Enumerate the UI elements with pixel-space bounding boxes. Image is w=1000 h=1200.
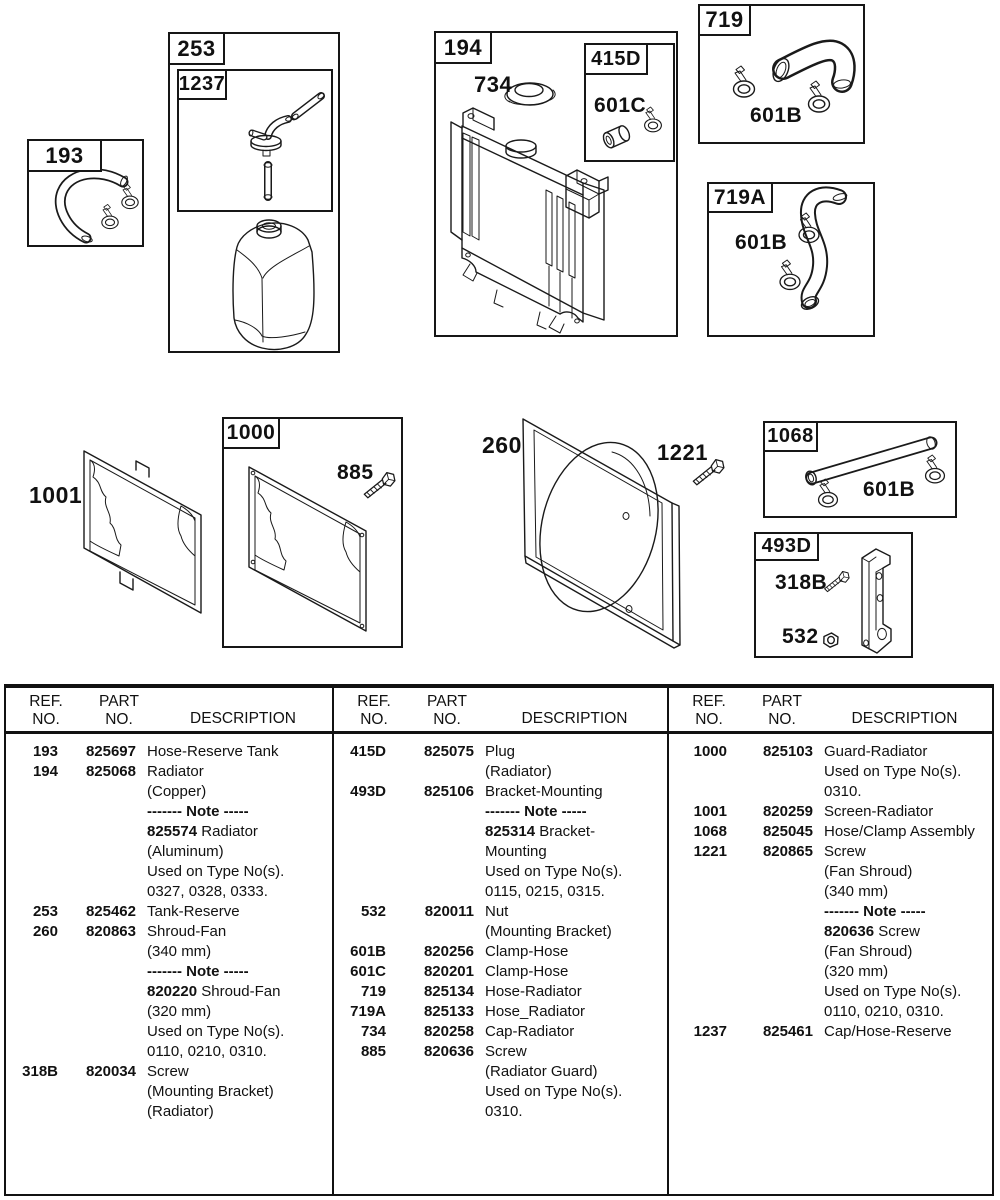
ref-no-cell	[334, 1062, 386, 1082]
table-row	[6, 1082, 332, 1102]
part-no-cell	[727, 942, 813, 962]
table-row	[669, 962, 992, 982]
parts-column	[6, 688, 334, 1194]
description-cell: Mounting	[485, 843, 547, 860]
part-no-cell	[58, 942, 136, 962]
description-cell: 820220 Shroud-Fan	[147, 983, 281, 1000]
description-cell: Nut	[485, 903, 509, 920]
description-cell: 0310.	[824, 783, 862, 800]
part-no-cell	[386, 802, 474, 822]
description-cell: (Mounting Bracket)	[147, 1083, 274, 1100]
ref-no-cell: 1000	[693, 743, 727, 760]
table-row	[6, 782, 332, 802]
ref-no-header: REF. NO.	[29, 693, 63, 728]
description-cell: Cap/Hose-Reserve	[824, 1023, 952, 1040]
table-row	[669, 882, 992, 902]
part-no-cell	[58, 802, 136, 822]
part-number-label-193: 193	[27, 139, 102, 172]
table-row	[669, 1022, 992, 1042]
ref-no-cell	[6, 862, 58, 882]
description-cell: Screen-Radiator	[824, 803, 934, 820]
table-row	[334, 1102, 667, 1122]
part-no-cell: 820201	[423, 963, 474, 980]
part-number-label-415d: 415D	[584, 43, 648, 75]
part-box-1068	[763, 421, 957, 518]
description-header: DESCRIPTION	[190, 710, 296, 727]
description-cell: 820636 Screw	[824, 923, 920, 940]
callout-734: 734	[474, 72, 513, 97]
part-no-cell	[727, 882, 813, 902]
table-row	[334, 842, 667, 862]
description-cell: (340 mm)	[147, 943, 212, 960]
part-no-cell	[727, 982, 813, 1002]
ref-no-cell	[6, 802, 58, 822]
ref-no-cell	[669, 982, 727, 1002]
part-no-cell	[727, 862, 813, 882]
part-box-493d	[754, 532, 913, 658]
ref-no-cell: 532	[360, 903, 386, 920]
part-no-cell	[386, 1102, 474, 1122]
ref-no-cell: 734	[360, 1023, 386, 1040]
callout-260: 260	[482, 432, 522, 458]
description-cell: Screw	[485, 1043, 527, 1060]
ref-no-cell	[6, 982, 58, 1002]
ref-no-header: REF. NO.	[692, 693, 726, 728]
description-cell: Hose-Reserve Tank	[147, 743, 279, 760]
table-row	[6, 882, 332, 902]
part-no-cell	[727, 762, 813, 782]
ref-no-cell: 1068	[693, 823, 727, 840]
part-no-cell	[386, 922, 474, 942]
part-no-cell: 825103	[762, 743, 813, 760]
table-row	[669, 802, 992, 822]
ref-no-cell	[6, 1102, 58, 1122]
description-cell: 0110, 0210, 0310.	[147, 1043, 267, 1060]
part-number-label-719: 719	[698, 4, 751, 36]
part-no-cell	[58, 1102, 136, 1122]
ref-no-cell	[6, 782, 58, 802]
description-cell: 0115, 0215, 0315.	[485, 883, 605, 900]
ref-no-cell: 885	[360, 1043, 386, 1060]
part-no-cell: 825068	[85, 763, 136, 780]
part-no-cell	[727, 922, 813, 942]
part-no-cell	[58, 1022, 136, 1042]
ref-no-cell	[334, 822, 386, 842]
part-no-cell: 825075	[423, 743, 474, 760]
ref-no-cell	[669, 862, 727, 882]
ref-no-cell: 415D	[350, 743, 386, 760]
part-no-cell	[58, 962, 136, 982]
part-no-header: PART NO.	[427, 693, 467, 728]
part-no-cell	[386, 1082, 474, 1102]
part-no-cell: 825462	[85, 903, 136, 920]
table-row	[6, 1002, 332, 1022]
ref-no-cell: 719A	[350, 1003, 386, 1020]
table-row	[669, 742, 992, 762]
table-row	[6, 842, 332, 862]
part-no-cell	[58, 822, 136, 842]
callout-601c: 601C	[594, 94, 647, 117]
callout-1001: 1001	[29, 482, 83, 508]
ref-no-cell: 1001	[693, 803, 727, 820]
ref-no-cell: 194	[32, 763, 58, 780]
part-no-cell: 820256	[423, 943, 474, 960]
table-row	[6, 982, 332, 1002]
description-cell: 825574 Radiator	[147, 823, 258, 840]
table-row	[334, 1002, 667, 1022]
description-cell: 825314 Bracket-	[485, 823, 596, 840]
ref-no-cell: 193	[32, 743, 58, 760]
ref-no-cell	[6, 1022, 58, 1042]
ref-no-cell	[669, 762, 727, 782]
table-row	[6, 902, 332, 922]
part-no-cell	[58, 862, 136, 882]
table-row	[6, 1062, 332, 1082]
ref-no-cell	[6, 842, 58, 862]
table-row	[669, 862, 992, 882]
description-cell: (320 mm)	[824, 963, 889, 980]
part-no-header: PART NO.	[762, 693, 802, 728]
description-cell: Used on Type No(s).	[824, 983, 962, 1000]
callout-1221: 1221	[657, 440, 708, 465]
table-row	[334, 762, 667, 782]
description-cell: Shroud-Fan	[147, 923, 227, 940]
part-number-label-194: 194	[434, 31, 492, 64]
part-no-cell	[386, 842, 474, 862]
table-row	[334, 862, 667, 882]
description-cell: ------- Note -----	[824, 903, 926, 920]
table-row	[669, 842, 992, 862]
description-cell: Bracket-Mounting	[485, 783, 603, 800]
parts-column-body	[334, 734, 667, 1122]
part-no-cell	[58, 782, 136, 802]
table-row	[6, 1102, 332, 1122]
table-row	[669, 922, 992, 942]
screen-radiator-drawing	[84, 451, 201, 613]
part-no-cell: 820865	[762, 843, 813, 860]
part-number-label-719a: 719A	[707, 182, 773, 213]
part-box-193	[27, 139, 144, 247]
description-cell: Screw	[824, 843, 866, 860]
ref-no-cell: 601B	[350, 943, 386, 960]
part-no-cell: 820011	[424, 903, 474, 920]
description-cell: Hose-Radiator	[485, 983, 582, 1000]
parts-column-body	[669, 734, 992, 1042]
ref-no-cell: 318B	[22, 1063, 58, 1080]
part-box-719a	[707, 182, 875, 337]
part-number-label-1000: 1000	[222, 417, 280, 449]
ref-no-cell	[669, 782, 727, 802]
table-row	[6, 1022, 332, 1042]
ref-no-cell	[334, 802, 386, 822]
ref-no-cell: 253	[32, 903, 58, 920]
table-row	[334, 802, 667, 822]
table-row	[6, 862, 332, 882]
description-cell: Hose/Clamp Assembly	[824, 823, 975, 840]
table-row	[334, 1042, 667, 1062]
description-cell: (Fan Shroud)	[824, 863, 913, 880]
table-row	[669, 942, 992, 962]
part-no-cell	[58, 1082, 136, 1102]
part-no-cell	[386, 762, 474, 782]
part-no-cell	[58, 1042, 136, 1062]
description-cell: Radiator	[147, 763, 204, 780]
ref-no-cell	[669, 922, 727, 942]
part-no-cell	[727, 902, 813, 922]
part-no-cell	[386, 862, 474, 882]
description-cell: 0327, 0328, 0333.	[147, 883, 268, 900]
description-cell: Cap-Radiator	[485, 1023, 575, 1040]
part-no-cell: 820034	[85, 1063, 136, 1080]
part-box-1000	[222, 417, 403, 648]
table-row	[6, 922, 332, 942]
description-header: DESCRIPTION	[521, 710, 628, 727]
ref-no-cell	[334, 882, 386, 902]
part-no-cell	[386, 1062, 474, 1082]
ref-no-cell	[334, 862, 386, 882]
callout-885: 885	[337, 461, 374, 484]
description-cell: (Fan Shroud)	[824, 943, 913, 960]
part-number-label-493d: 493D	[754, 532, 819, 561]
table-row	[334, 1082, 667, 1102]
description-cell: Clamp-Hose	[485, 943, 569, 960]
part-no-cell	[58, 982, 136, 1002]
description-cell: (Aluminum)	[147, 843, 224, 860]
part-no-cell: 825133	[423, 1003, 474, 1020]
part-no-cell: 825697	[85, 743, 136, 760]
ref-no-header: REF. NO.	[357, 693, 391, 728]
ref-no-cell: 260	[32, 923, 58, 940]
part-no-cell: 825045	[762, 823, 813, 840]
ref-no-cell: 1221	[693, 843, 727, 860]
table-row	[6, 942, 332, 962]
part-number-label-1237: 1237	[177, 69, 227, 100]
ref-no-cell	[669, 942, 727, 962]
part-no-cell: 820636	[423, 1043, 474, 1060]
table-row	[6, 762, 332, 782]
parts-column-body	[6, 734, 332, 1122]
part-box-1237	[177, 69, 333, 212]
parts-table-header	[6, 688, 332, 734]
part-no-cell	[58, 842, 136, 862]
ref-no-cell	[6, 1002, 58, 1022]
description-cell: (Radiator)	[485, 763, 552, 780]
callout-601b-719: 601B	[750, 104, 803, 127]
ref-no-cell: 719	[360, 983, 386, 1000]
table-row	[669, 782, 992, 802]
ref-no-cell: 1237	[693, 1023, 727, 1040]
table-row	[334, 882, 667, 902]
description-cell: ------- Note -----	[485, 803, 587, 820]
table-row	[334, 822, 667, 842]
table-row	[334, 1022, 667, 1042]
part-no-cell	[727, 962, 813, 982]
description-cell: Used on Type No(s).	[824, 763, 962, 780]
description-header: DESCRIPTION	[851, 710, 958, 727]
ref-no-cell	[334, 1102, 386, 1122]
table-row	[669, 1002, 992, 1022]
part-no-cell	[58, 1002, 136, 1022]
ref-no-cell	[334, 762, 386, 782]
table-row	[334, 922, 667, 942]
part-number-label-1068: 1068	[763, 421, 818, 452]
table-row	[334, 1062, 667, 1082]
description-cell: Screw	[147, 1063, 189, 1080]
description-cell: (320 mm)	[147, 1003, 212, 1020]
ref-no-cell	[669, 882, 727, 902]
part-no-cell: 820863	[85, 923, 136, 940]
description-cell: 0310.	[485, 1103, 523, 1120]
description-cell: Used on Type No(s).	[147, 1023, 285, 1040]
part-number-label-253: 253	[168, 32, 225, 65]
table-row	[334, 982, 667, 1002]
description-cell: ------- Note -----	[147, 963, 249, 980]
description-cell: Tank-Reserve	[147, 903, 240, 920]
part-no-cell: 825106	[423, 783, 474, 800]
part-no-cell: 820258	[423, 1023, 474, 1040]
ref-no-cell	[6, 882, 58, 902]
parts-column	[334, 688, 669, 1194]
part-no-cell	[58, 882, 136, 902]
part-no-cell	[727, 1002, 813, 1022]
part-no-cell: 825461	[762, 1023, 813, 1040]
parts-column	[669, 688, 992, 1194]
description-cell: Used on Type No(s).	[485, 1083, 623, 1100]
callout-532: 532	[782, 625, 819, 648]
part-no-cell: 825134	[423, 983, 474, 1000]
callout-601b-1068: 601B	[863, 478, 916, 501]
description-cell: (Radiator Guard)	[485, 1063, 598, 1080]
part-no-header: PART NO.	[99, 693, 139, 728]
ref-no-cell	[669, 902, 727, 922]
ref-no-cell	[669, 962, 727, 982]
parts-table-header	[334, 688, 667, 734]
table-row	[334, 742, 667, 762]
part-no-cell	[386, 822, 474, 842]
description-cell: Guard-Radiator	[824, 743, 928, 760]
ref-no-cell	[334, 1082, 386, 1102]
ref-no-cell	[334, 842, 386, 862]
description-cell: Hose_Radiator	[485, 1003, 586, 1020]
description-cell: Used on Type No(s).	[147, 863, 285, 880]
description-cell: 0110, 0210, 0310.	[824, 1003, 944, 1020]
table-row	[669, 762, 992, 782]
description-cell: (Copper)	[147, 783, 207, 800]
table-row	[334, 962, 667, 982]
ref-no-cell	[6, 962, 58, 982]
description-cell: Clamp-Hose	[485, 963, 569, 980]
parts-table	[4, 684, 994, 1196]
table-row	[334, 942, 667, 962]
description-cell: Plug	[485, 743, 516, 760]
description-cell: (340 mm)	[824, 883, 889, 900]
table-row	[334, 782, 667, 802]
table-row	[334, 902, 667, 922]
table-row	[6, 962, 332, 982]
table-row	[669, 982, 992, 1002]
callout-318b: 318B	[775, 571, 828, 594]
ref-no-cell: 493D	[350, 783, 386, 800]
description-cell: Used on Type No(s).	[485, 863, 623, 880]
ref-no-cell: 601C	[350, 963, 386, 980]
ref-no-cell	[6, 942, 58, 962]
ref-no-cell	[334, 922, 386, 942]
description-cell: ------- Note -----	[147, 803, 249, 820]
table-row	[669, 902, 992, 922]
part-no-cell	[727, 782, 813, 802]
ref-no-cell	[6, 1042, 58, 1062]
table-row	[669, 822, 992, 842]
part-no-cell: 820259	[762, 803, 813, 820]
table-row	[6, 742, 332, 762]
table-row	[6, 1042, 332, 1062]
part-no-cell	[386, 882, 474, 902]
table-row	[6, 822, 332, 842]
callout-601b-719a: 601B	[735, 231, 788, 254]
parts-table-header	[669, 688, 992, 734]
ref-no-cell	[6, 822, 58, 842]
ref-no-cell	[669, 1002, 727, 1022]
table-row	[6, 802, 332, 822]
ref-no-cell	[6, 1082, 58, 1102]
description-cell: (Mounting Bracket)	[485, 923, 612, 940]
description-cell: (Radiator)	[147, 1103, 214, 1120]
